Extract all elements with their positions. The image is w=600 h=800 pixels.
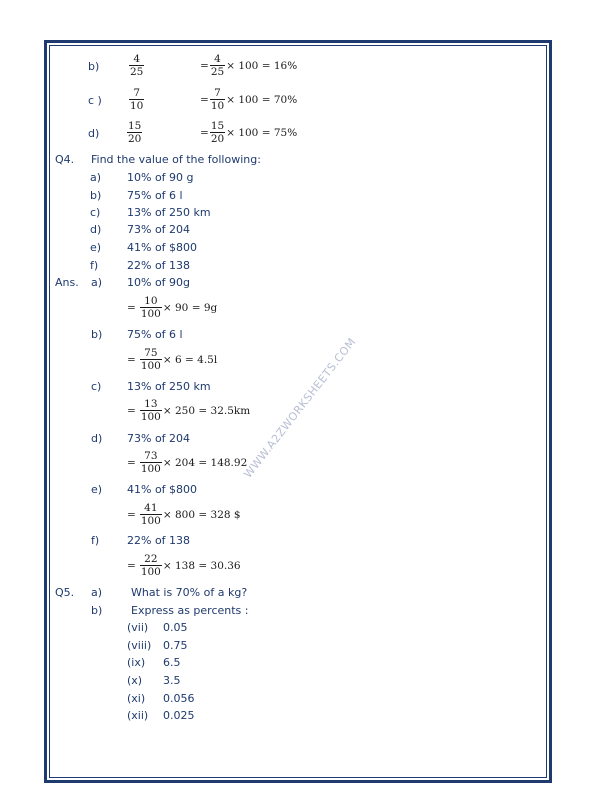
- item-label: f): [91, 534, 100, 547]
- item-text: 75% of 6 l: [127, 328, 183, 341]
- answer-expression: = $\frac{10}{100}$ × 90 = 9g: [127, 295, 218, 320]
- roman-label: (viii): [127, 639, 152, 652]
- roman-value: 6.5: [163, 656, 181, 669]
- item-label: e): [90, 241, 102, 254]
- expression: = $\frac{4}{25}$ × 100 = 16%: [200, 53, 298, 78]
- roman-label: (xi): [127, 692, 146, 705]
- watermark: WWW.A2ZWORKSHEETS.COM: [241, 335, 359, 481]
- answer-expression: = $\frac{75}{100}$ × 6 = 4.5l: [127, 347, 218, 372]
- question-number: Q5.: [55, 586, 75, 599]
- question-prompt: Find the value of the following:: [91, 153, 261, 166]
- roman-label: (x): [127, 674, 143, 687]
- question-number: Q4.: [55, 153, 75, 166]
- item-label: b): [91, 328, 103, 341]
- item-label: d): [91, 432, 103, 445]
- item-label: a): [90, 171, 102, 184]
- fraction: $\frac{4}{25}$: [130, 53, 144, 78]
- item-text: What is 70% of a kg?: [131, 586, 248, 599]
- answer-expression: = $\frac{13}{100}$ × 250 = 32.5km: [127, 398, 251, 423]
- item-label: d): [90, 223, 102, 236]
- roman-value: 3.5: [163, 674, 181, 687]
- item-label: b): [90, 189, 102, 202]
- answers-label: Ans.: [55, 276, 79, 289]
- item-label: c): [91, 380, 102, 393]
- item-label: f): [90, 259, 99, 272]
- item-text: 22% of 138: [127, 259, 191, 272]
- answer-expression: = $\frac{73}{100}$ × 204 = 148.92: [127, 450, 248, 475]
- item-text: 10% of 90 g: [127, 171, 194, 184]
- expression: = $\frac{7}{10}$ × 100 = 70%: [200, 87, 298, 112]
- item-text: 13% of 250 km: [127, 380, 211, 393]
- item-text: 73% of 204: [127, 432, 191, 445]
- roman-value: 0.75: [163, 639, 188, 652]
- item-text: 22% of 138: [127, 534, 191, 547]
- fraction: $\frac{15}{20}$: [128, 120, 142, 145]
- item-text: 41% of $800: [127, 483, 198, 496]
- item-label: a): [91, 586, 103, 599]
- roman-value: 0.025: [163, 709, 195, 722]
- item-label: c): [90, 206, 101, 219]
- item-text: 10% of 90g: [127, 276, 191, 289]
- item-label: c ): [88, 94, 102, 107]
- item-text: 73% of 204: [127, 223, 191, 236]
- item-label: e): [91, 483, 103, 496]
- roman-label: (ix): [127, 656, 146, 669]
- answer-expression: = $\frac{41}{100}$ × 800 = 328 $: [127, 502, 241, 527]
- item-label: a): [91, 276, 103, 289]
- item-text: 13% of 250 km: [127, 206, 211, 219]
- expression: = $\frac{15}{20}$ × 100 = 75%: [200, 120, 298, 145]
- item-text: 41% of $800: [127, 241, 198, 254]
- roman-label: (xii): [127, 709, 149, 722]
- fraction: $\frac{7}{10}$: [130, 87, 144, 112]
- item-text: Express as percents :: [131, 604, 249, 617]
- item-label: b): [88, 60, 100, 73]
- roman-value: 0.056: [163, 692, 195, 705]
- item-label: b): [91, 604, 103, 617]
- item-label: d): [88, 127, 100, 140]
- roman-value: 0.05: [163, 621, 188, 634]
- item-text: 75% of 6 l: [127, 189, 183, 202]
- answer-expression: = $\frac{22}{100}$ × 138 = 30.36: [127, 553, 241, 578]
- roman-label: (vii): [127, 621, 149, 634]
